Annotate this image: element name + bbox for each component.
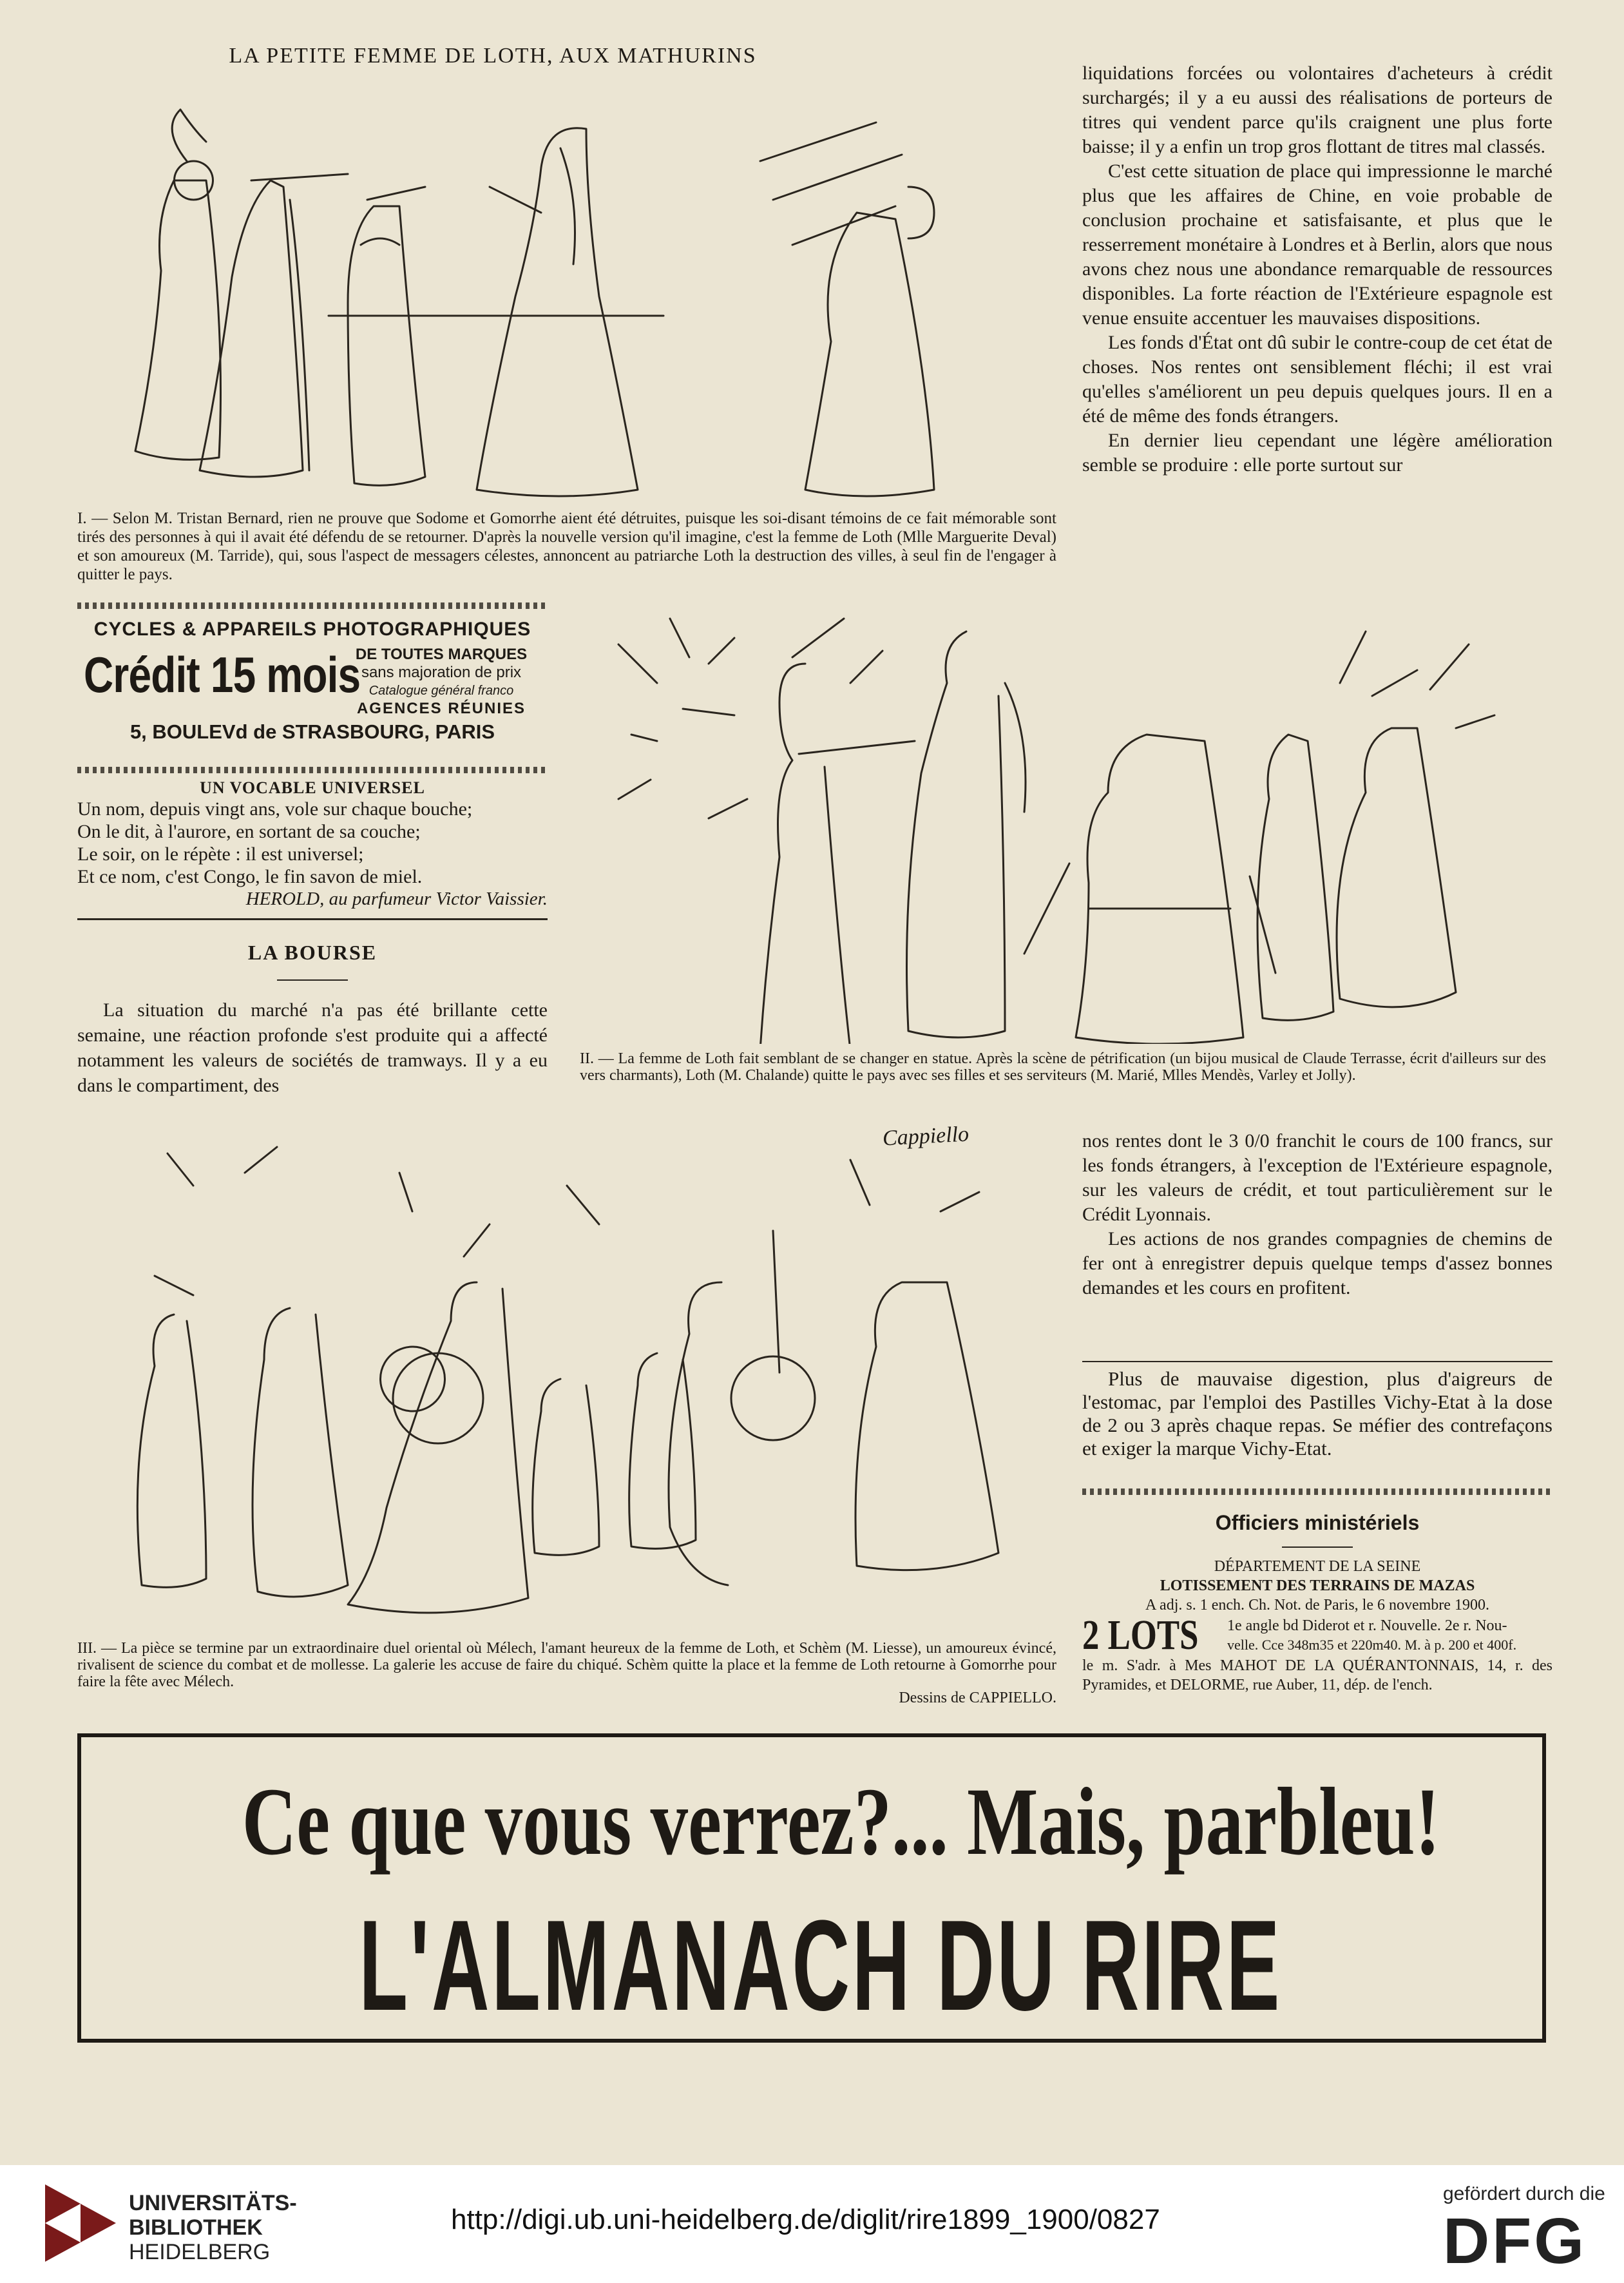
sun-rays (618, 619, 1495, 799)
vichy-ad (1082, 1367, 1552, 1460)
separator-short (1282, 1546, 1353, 1548)
right-paragraph: liquidations forcées ou volontaires d'acheteurs à crédit surchargés; il y a eu aussi des réalisations de porteurs de titres qui vendent parce qu'ils craignent une plus forte baisse; il y a enfin un trop gros flottant de titres mal classés. (1082, 63, 1552, 157)
digitization-footer (0, 2165, 1624, 2283)
officiers-lot-title: LOTISSEMENT DES TERRAINS DE MAZAS (1160, 1577, 1475, 1594)
right-paragraph: Les actions de nos grandes compagnies de chemins de fer ont à enregistrer depuis quelque temps d'assez bonnes demandes et les cours en profitent. (1082, 1228, 1552, 1298)
vocable-signature: HEROLD, au parfumeur Victor Vaissier. (245, 889, 548, 909)
right-paragraph: nos rentes dont le 3 0/0 franchit le cours de 100 francs, sur les fonds étrangers, à l'exception de l'Extérieure espagnole, sur les valeurs de crédit, et tout particulièrement sur le Crédit Lyonnais. (1082, 1130, 1552, 1225)
vocable-title: UN VOCABLE UNIVERSEL (200, 778, 425, 797)
sun-rays (155, 1147, 979, 1295)
officiers-lots-line2: velle. Cce 348m35 et 220m40. M. à p. 200 et 400f. (1227, 1637, 1517, 1653)
signature-cappiello: Cappiello (882, 1122, 970, 1151)
right-column-bottom (1082, 1129, 1552, 1300)
officiers-lots-big: 2 LOTS (1082, 1612, 1199, 1659)
officiers-title: Officiers ministériels (1215, 1511, 1420, 1534)
vocable-line: On le dit, à l'aurore, en sortant de sa couche; (77, 821, 421, 842)
cycles-ad-side3: Catalogue général franco (368, 684, 514, 698)
banner-line2: L'ALMANACH DU RIRE (359, 1894, 1283, 2037)
bourse-title: LA BOURSE (247, 941, 377, 964)
separator-wavy (1082, 1488, 1552, 1495)
caption-three: III. — La pièce se termine par un extraordinaire duel oriental où Mélech, l'amant heureux de la femme de Loth, et Schèm (M. Liesse), un amoureux évincé, rivalisent de science du combat et de mollesse. La galerie les accuse de faire du chiqué. Schèm quitte la place et la femme de Loth retourne à Gomorrhe pour faire la fête avec Mélech. (77, 1640, 1056, 1690)
sponsor-label: gefördert durch die (1443, 2183, 1605, 2204)
right-column-top (1082, 61, 1552, 477)
separator-wavy (77, 602, 548, 609)
illustration-three (77, 1134, 1076, 1624)
figure-loth-walking (799, 631, 1026, 1037)
right-paragraph: C'est cette situation de place qui impressionne le marché plus que les affaires de Chine, en voie probable de conclusion prochaine et satisfaisante, et plus que le resserrement monétaire à Londres et à Berlin, alors que nous avons chez nous une abondance remarquable de ressources disponibles. La forte réaction de l'Extérieure espagnole est venue ensuite accentuer les mauvaises dispositions. (1082, 160, 1552, 329)
shield-right (731, 1356, 815, 1440)
caption-two: II. — La femme de Loth fait semblant de se changer en statue. Après la scène de pétrification (un bijou musical de Claude Terrasse, écrit d'ailleurs sur des vers charmants), Loth (M. Chalande) quitte le pays avec ses filles et ses serviteurs (M. Marié, Mlles Mendès, Varley et Jolly). (580, 1050, 1546, 1084)
illustration-two (580, 606, 1565, 1044)
officiers-contact: le m. S'adr. à Mes MAHOT DE LA QUÉRANTONNAIS, 14, r. des Pyramides, et DELORME, rue Auber, 11, dép. de l'ench. (1082, 1657, 1552, 1693)
vocable-section (77, 778, 548, 910)
library-logo-icon (45, 2184, 116, 2262)
dfg-logo: DFG (1443, 2205, 1587, 2277)
officiers-dept: DÉPARTEMENT DE LA SEINE (1214, 1558, 1421, 1575)
vocable-line: Et ce nom, c'est Congo, le fin savon de miel. (77, 866, 423, 887)
vocable-line: Le soir, on le répète : il est universel; (77, 843, 364, 865)
figure-loth (477, 128, 638, 496)
article-title: LA PETITE FEMME DE LOTH, AUX MATHURINS (229, 44, 757, 68)
officiers-adj: A adj. s. 1 ench. Ch. Not. de Paris, le 6 novembre 1900. (1145, 1597, 1489, 1614)
figure-melech (348, 1282, 528, 1613)
separator-short (277, 979, 348, 981)
illustration-one (97, 84, 1050, 503)
figure-women-left (137, 1308, 348, 1597)
cycles-ad-address: 5, BOULEVd de STRASBOURG, PARIS (129, 720, 495, 743)
library-name-line2: BIBLIOTHEK (129, 2215, 263, 2240)
figure-gallery (533, 1353, 696, 1555)
separator-wavy (77, 767, 548, 773)
banner-line1: Ce que vous verrez?... Mais, parbleu! (242, 1768, 1440, 1875)
cycles-ad-big: Crédit 15 mois (84, 646, 361, 703)
drawings-credit: Dessins de CAPPIELLO. (899, 1690, 1056, 1706)
cycles-ad-side1: DE TOUTES MARQUES (355, 646, 528, 663)
officiers-lots-line1: 1e angle bd Diderot et r. Nouvelle. 2e r. Nou- (1227, 1617, 1507, 1634)
library-name-line3: HEIDELBERG (129, 2240, 271, 2264)
separator-rule (77, 918, 548, 920)
almanach-banner (77, 1733, 1546, 2043)
figure-bowing-group (760, 122, 934, 496)
caption-one: I. — Selon M. Tristan Bernard, rien ne prouve que Sodome et Gomorrhe aient été détruites, puisque les soi-disant témoins de ce fait mémorable sont tirés des personnes à qui il avait été défendu de se retourner. D'après la nouvelle version qu'il imagine, c'est la femme de Loth (Mlle Marguerite Deval) et son amoureux (M. Tarride), qui, sous l'aspect de messagers célestes, annoncent au patriarche Loth la destruction des villes, à seul fin de l'engager à quitter le pays. (77, 510, 1056, 583)
cycles-ad-line1: CYCLES & APPAREILS PHOTOGRAPHIQUES (93, 619, 531, 640)
figure-woman (348, 187, 425, 485)
figure-messenger (200, 174, 348, 477)
vocable-line: Un nom, depuis vingt ans, vole sur chaque bouche; (77, 798, 473, 820)
figure-lot-wife (683, 664, 850, 1044)
right-paragraph: En dernier lieu cependant une légère amélioration semble se produire : elle porte surtout sur (1082, 430, 1552, 476)
bourse-paragraph: La situation du marché n'a pas été brillante cette semaine, une réaction profonde s'est produite qui a affecté notamment les valeurs de sociétés de tramways. Il y a eu dans le compartiment, des (77, 999, 548, 1096)
right-paragraph: Les fonds d'État ont dû subir le contre-coup de cet état de choses. Nos rentes ont sensiblement fléchi; il est vrai qu'elles s'améliorent un peu depuis quelques jours. Il en a été de même des fonds étrangers. (1082, 332, 1552, 427)
figure-schem (669, 1231, 779, 1585)
bourse-text (77, 997, 548, 1098)
vichy-ad-text: Plus de mauvaise digestion, plus d'aigreurs de l'estomac, par l'emploi des Pastilles Vichy-Etat à la dose de 2 ou 3 après chaque repas. Se méfier des contrefaçons et exiger la marque Vichy-Etat. (1082, 1367, 1552, 1459)
source-url-link[interactable]: http://digi.ub.uni-heidelberg.de/diglit/rire1899_1900/0827 (451, 2204, 1160, 2235)
cycles-ad-side2: sans majoration de prix (361, 664, 522, 681)
figure-servant (1024, 735, 1275, 1044)
library-name-line1: UNIVERSITÄTS- (129, 2191, 297, 2215)
figure-daughters (1257, 728, 1456, 1020)
cycles-ad (77, 619, 548, 751)
figure-woman-right (855, 1282, 998, 1570)
cycles-ad-side4: AGENCES RÉUNIES (356, 700, 526, 717)
separator-rule (1082, 1361, 1552, 1362)
figure-angel-left (135, 110, 221, 459)
